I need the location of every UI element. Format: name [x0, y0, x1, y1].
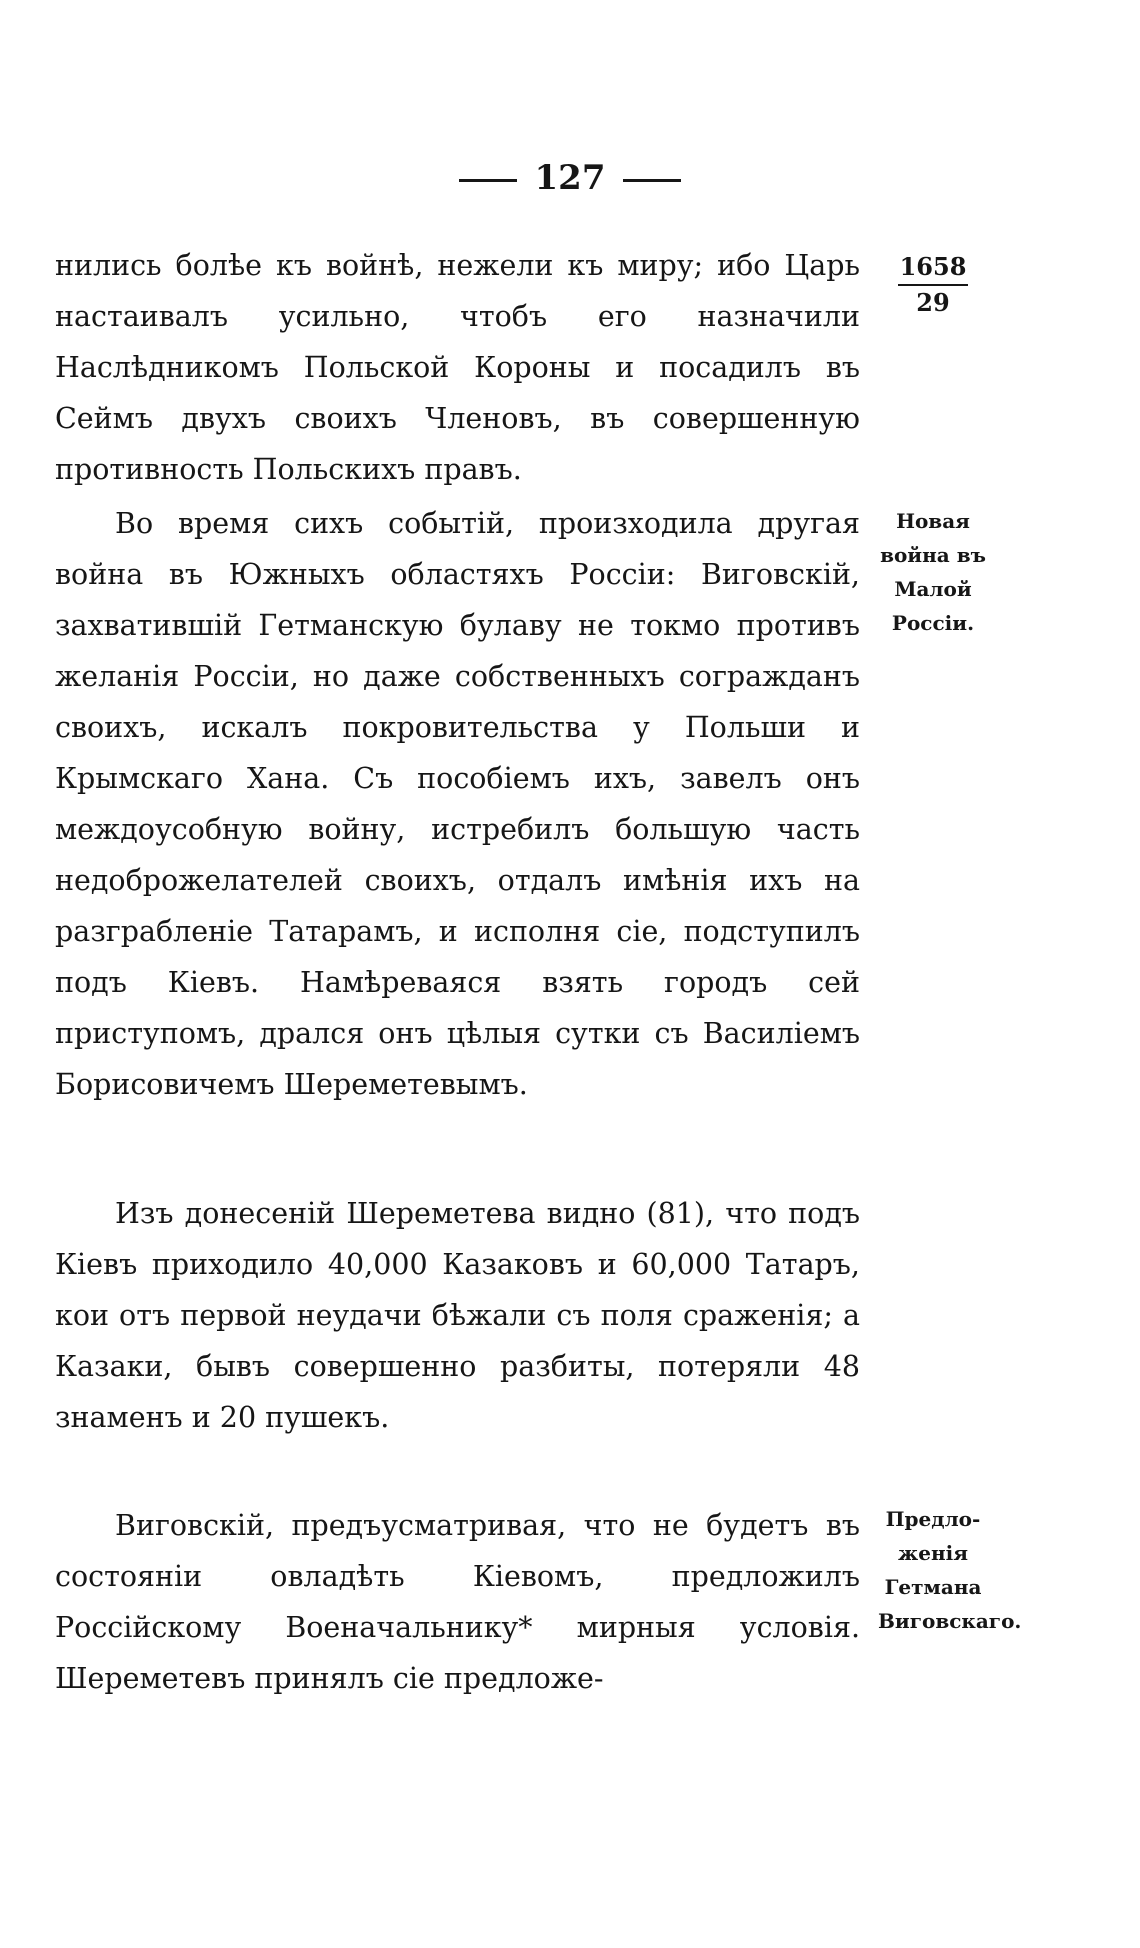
paragraph-2: Во время сихъ событій, произходила другая война въ Южныхъ областяхъ Россіи: Виговскій, захватившій Гетманскую булаву не токмо противъ желанія Россіи, но даже собственныхъ согражданъ своихъ, искалъ покровительства у Польши и Крымскаго Хана. Съ пособіемъ ихъ, завелъ онъ междоусобную войну, истребилъ большую часть недоброжелателей своихъ, отдалъ имѣнія ихъ на разграбленіе Татарамъ, и исполня сіе, подступилъ подъ Кіевъ. Намѣреваяся взять городъ сей приступомъ, дрался онъ цѣлыя сутки съ Василіемъ Борисовичемъ Шереметевымъ.	[55, 507, 860, 1101]
paragraph-1: нились болѣе къ войнѣ, нежели къ миру; ибо Царь настаивалъ усильно, чтобъ его назначили Наслѣдникомъ Польской Короны и посадилъ въ Сеймъ двухъ своихъ Членовъ, въ совершенную противность Польскихъ правъ.	[55, 249, 860, 486]
margin-line: Предло-	[885, 1507, 981, 1531]
margin-line: Виговскаго.	[878, 1609, 1022, 1633]
margin-note-new-war	[878, 504, 988, 640]
margin-note-proposals	[878, 1502, 1022, 1638]
margin-line: Гетмана	[884, 1575, 982, 1599]
margin-line: Малой	[894, 577, 972, 601]
page-number: 127	[534, 158, 606, 198]
margin-number: 29	[916, 288, 950, 317]
margin-line: женія	[898, 1541, 968, 1565]
margin-line: война въ	[880, 543, 986, 567]
header-dash-right	[623, 179, 681, 182]
margin-line: Россіи.	[891, 611, 975, 635]
paragraph-4: Виговскій, предъусматривая, что не будетъ въ состояніи овладѣть Кіевомъ, предложилъ Россійскому Военачальнику* мирныя условія. Шереметевъ принялъ сіе предложе-	[55, 1509, 860, 1695]
margin-note-year	[878, 250, 988, 320]
header-dash-left	[459, 179, 517, 182]
margin-year: 1658	[898, 250, 968, 286]
page-header	[0, 158, 1140, 198]
margin-line: Новая	[896, 509, 970, 533]
paragraph-3: Изъ донесеній Шереметева видно (81), что подъ Кіевъ приходило 40,000 Казаковъ и 60,000 Татаръ, кои отъ первой неудачи бѣжали съ поля сраженія; а Казаки, бывъ совершенно разбиты, потеряли 48 знаменъ и 20 пушекъ.	[55, 1197, 860, 1434]
